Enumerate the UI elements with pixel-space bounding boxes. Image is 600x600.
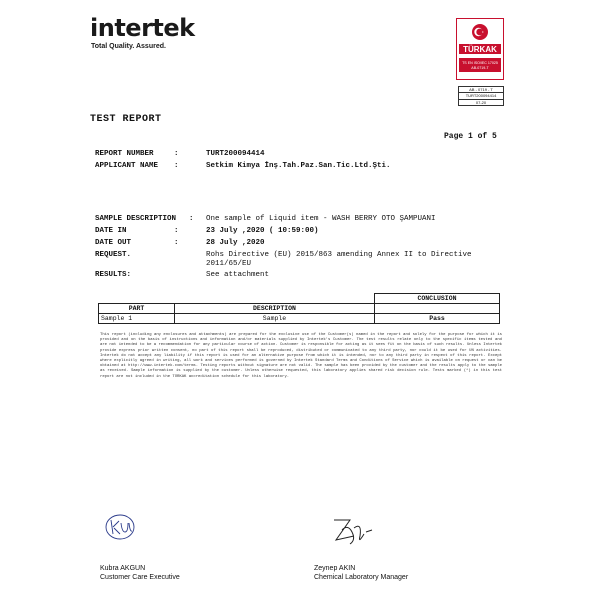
table-row xyxy=(99,314,500,324)
colon: : xyxy=(174,162,179,170)
signature-kubra-akgun xyxy=(103,512,137,542)
signatory-2-title: Chemical Laboratory Manager xyxy=(314,574,409,581)
colon: : xyxy=(174,239,179,247)
disclaimer-text: This report (including any enclosures and attachments) are prepared for the exclusive use of the Customer(s) named in the report and solely for the purpose for which it is provided and on the basis of instructions and information and/or materials supplied by Intertek's Customer. The test results relate only to the specific items tested and are not intended to be a recommendation for any particular course of action. Customer is responsible for acting as it sees fit on the basis of such results. Unless Intertek provide express prior written consent, no part of this report shall be reproduced, distributed or communicated to any third party, nor could it be used for UN activities. Intertek do not accept any liability if this report is used for an alternative purpose from which it is intended, nor to any third party in respect of this report. Except where explicitly agreed in writing, all work and services performed is governed by Intertek Standard Terms and Conditions of Service which is available on request or can be obtained at http://www.intertek.com/terms. Testing reports without signature are not valid. The sample has been provided by the customer and the results apply to the sample as received. Sample information is supplied by the customer. Unless otherwise requested, this laboratory applies shared risk decision rule. Tests marked (*) in this test report are not included in the TÜRKAK accreditation schedule for this laboratory. xyxy=(100,333,502,379)
svg-text:AB-0719-T: AB-0719-T xyxy=(471,66,489,70)
page-number: Page 1 of 5 xyxy=(444,132,497,141)
turkak-accreditation-badge xyxy=(456,18,504,80)
description-cell: Sample xyxy=(175,314,375,324)
request-value: Rohs Directive (EU) 2015/863 amending Annex II to Directive 2011/65/EU xyxy=(206,251,472,268)
description-header: DESCRIPTION xyxy=(175,304,375,314)
signatory-1 xyxy=(100,564,180,582)
date-out-label: DATE OUT xyxy=(95,239,132,247)
results-label: RESULTS: xyxy=(95,271,132,279)
signature-zeynep-akin xyxy=(328,514,376,548)
part-header: PART xyxy=(99,304,175,314)
signatory-2-name: Zeynep AKIN xyxy=(314,565,356,572)
results-table xyxy=(98,293,500,324)
signatory-2 xyxy=(314,564,408,582)
applicant-name-label: APPLICANT NAME xyxy=(95,162,159,170)
svg-text:TS EN ISO/IEC 17025: TS EN ISO/IEC 17025 xyxy=(462,61,498,65)
accreditation-info-box: AB - 0719 - T TURT200094414 07-20 xyxy=(458,86,504,106)
signatory-1-name: Kubra AKGUN xyxy=(100,565,146,572)
report-number-label: REPORT NUMBER xyxy=(95,150,154,158)
report-title: TEST REPORT xyxy=(90,114,162,125)
svg-text:TÜRKAK: TÜRKAK xyxy=(463,45,497,54)
colon: : xyxy=(174,227,179,235)
signatory-1-title: Customer Care Executive xyxy=(100,574,180,581)
applicant-name-value: Setkim Kimya İnş.Tah.Paz.San.Tic.Ltd.Şti. xyxy=(206,162,391,170)
request-label: REQUEST. xyxy=(95,251,132,259)
results-value: See attachment xyxy=(206,271,270,279)
date-out-value: 28 July ,2020 xyxy=(206,239,265,247)
date-in-value: 23 July ,2020 ( 10:59:00) xyxy=(206,227,319,235)
colon: : xyxy=(189,215,194,223)
conclusion-cell: Pass xyxy=(375,314,500,324)
report-number-value: TURT200094414 xyxy=(206,150,265,158)
part-cell: Sample 1 xyxy=(99,314,175,324)
conclusion-header: CONCLUSION xyxy=(375,294,500,304)
sample-description-label: SAMPLE DESCRIPTION xyxy=(95,215,177,223)
intertek-logo: intertek xyxy=(90,14,195,42)
colon: : xyxy=(174,150,179,158)
date-in-label: DATE IN xyxy=(95,227,127,235)
sample-description-value: One sample of Liquid item - WASH BERRY OTO ŞAMPUANI xyxy=(206,215,436,223)
intertek-tagline: Total Quality. Assured. xyxy=(91,43,166,50)
